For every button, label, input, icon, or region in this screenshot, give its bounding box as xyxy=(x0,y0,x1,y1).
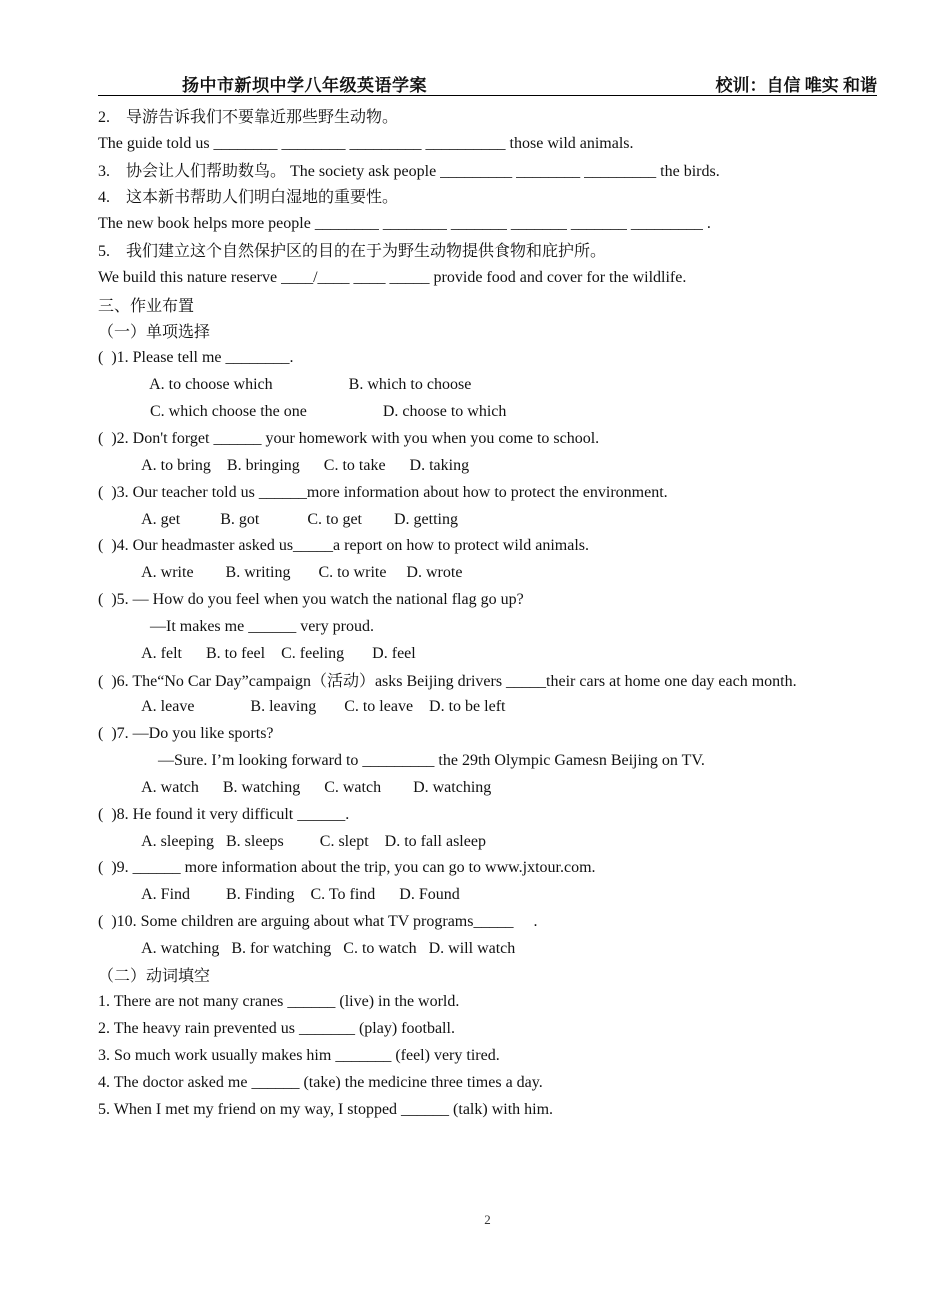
question-6: ( )6. The“No Car Day”campaign（活动）asks Beijing drivers _____their cars at home one day each month. xyxy=(98,673,797,690)
translation-item-5-english: We build this nature reserve ____/____ ____ _____ provide food and cover for the wildlife. xyxy=(98,269,687,286)
question-5-reply: —It makes me ______ very proud. xyxy=(98,618,374,635)
question-7: ( )7. —Do you like sports? xyxy=(98,725,274,742)
question-10: ( )10. Some children are arguing about what TV programs_____ . xyxy=(98,913,538,930)
question-1-options-cd: C. which choose the one D. choose to which xyxy=(98,403,507,420)
question-10-options: A. watching B. for watching C. to watch D. will watch xyxy=(98,940,516,957)
translation-item-4-english: The new book helps more people ________ ________ _______ _______ _______ _________ . xyxy=(98,215,711,232)
page-number: 2 xyxy=(484,1212,491,1227)
question-1: ( )1. Please tell me ________. xyxy=(98,349,294,366)
question-1-options-ab: A. to choose which B. which to choose xyxy=(98,376,472,393)
question-5-options: A. felt B. to feel C. feeling D. feel xyxy=(98,645,416,662)
header-motto: 校训：自信 唯实 和谐 xyxy=(715,76,877,95)
section-heading-homework: 三、作业布置 xyxy=(98,298,195,315)
verb-fill-2: 2. The heavy rain prevented us _______ (play) football. xyxy=(98,1020,455,1037)
question-7-reply: —Sure. I’m looking forward to _________ the 29th Olympic Gamesn Beijing on TV. xyxy=(98,752,705,769)
verb-fill-3: 3. So much work usually makes him _______ (feel) very tired. xyxy=(98,1047,500,1064)
question-9: ( )9. ______ more information about the trip, you can go to www.jxtour.com. xyxy=(98,859,596,876)
header-school-title: 扬中市新坝中学八年级英语学案 xyxy=(182,76,427,95)
verb-fill-1: 1. There are not many cranes ______ (live) in the world. xyxy=(98,993,460,1010)
subsection-heading-verb-fill: （二）动词填空 xyxy=(98,968,211,985)
translation-item-2-english: The guide told us ________ ________ _________ __________ those wild animals. xyxy=(98,135,634,152)
subsection-heading-choice: （一）单项选择 xyxy=(98,324,211,341)
question-7-options: A. watch B. watching C. watch D. watching xyxy=(98,779,492,796)
question-8-options: A. sleeping B. sleeps C. slept D. to fall asleep xyxy=(98,833,486,850)
question-8: ( )8. He found it very difficult ______. xyxy=(98,806,350,823)
question-9-options: A. Find B. Finding C. To find D. Found xyxy=(98,886,460,903)
question-4-options: A. write B. writing C. to write D. wrote xyxy=(98,564,463,581)
translation-item-2-chinese: 2. 导游告诉我们不要靠近那些野生动物。 xyxy=(98,109,399,126)
translation-item-3: 3. 协会让人们帮助数鸟。 The society ask people _________ ________ _________ the birds. xyxy=(98,163,720,180)
question-3-options: A. get B. got C. to get D. getting xyxy=(98,511,458,528)
question-3: ( )3. Our teacher told us ______more information about how to protect the environment. xyxy=(98,484,668,501)
question-4: ( )4. Our headmaster asked us_____a report on how to protect wild animals. xyxy=(98,537,589,554)
question-5: ( )5. — How do you feel when you watch the national flag go up? xyxy=(98,591,524,608)
translation-item-5-chinese: 5. 我们建立这个自然保护区的目的在于为野生动物提供食物和庇护所。 xyxy=(98,243,607,260)
question-2-options: A. to bring B. bringing C. to take D. taking xyxy=(98,457,470,474)
translation-item-4-chinese: 4. 这本新书帮助人们明白湿地的重要性。 xyxy=(98,189,399,206)
question-6-options: A. leave B. leaving C. to leave D. to be left xyxy=(98,698,506,715)
page-header xyxy=(98,71,877,96)
verb-fill-5: 5. When I met my friend on my way, I stopped ______ (talk) with him. xyxy=(98,1101,554,1118)
verb-fill-4: 4. The doctor asked me ______ (take) the medicine three times a day. xyxy=(98,1074,543,1091)
question-2: ( )2. Don't forget ______ your homework with you when you come to school. xyxy=(98,430,600,447)
